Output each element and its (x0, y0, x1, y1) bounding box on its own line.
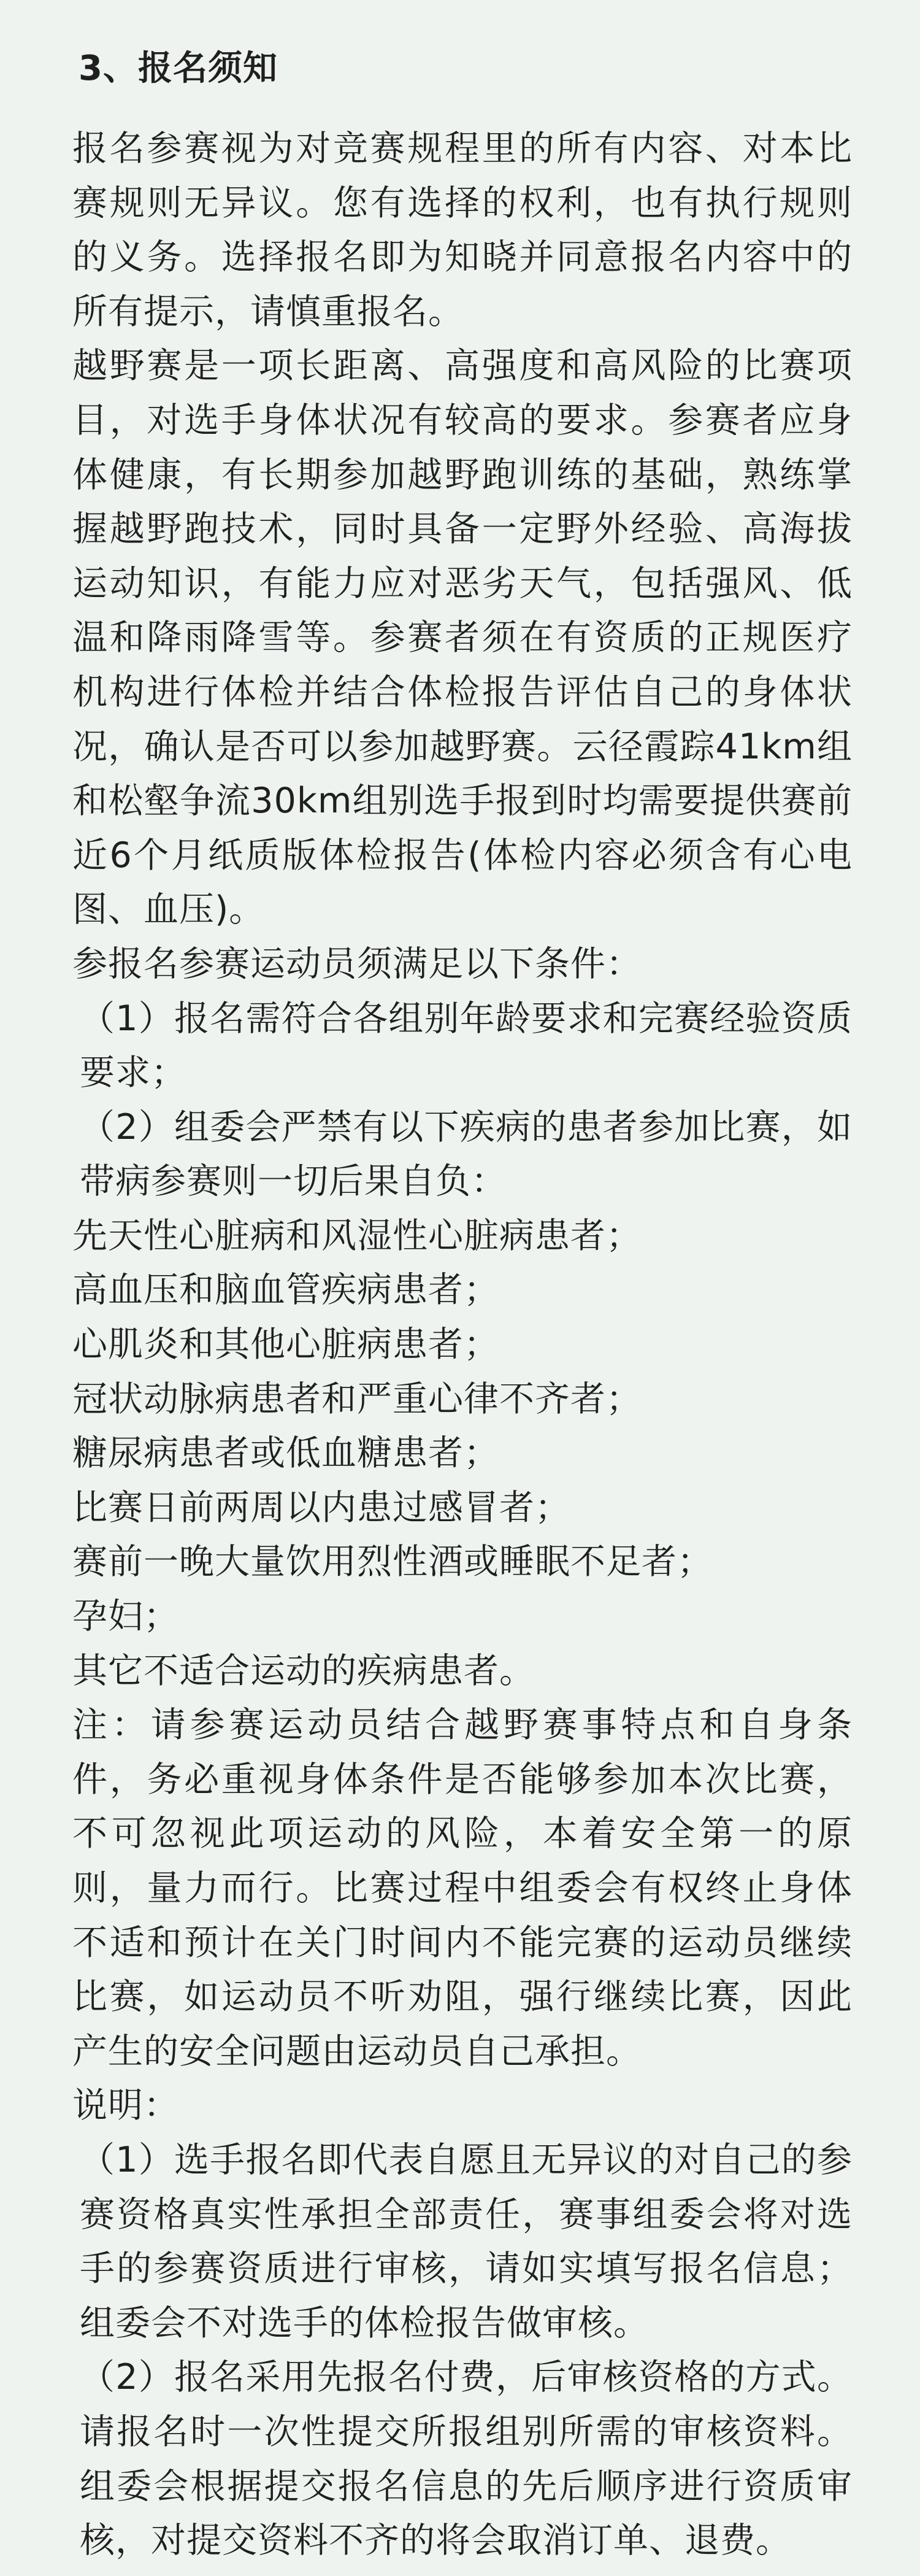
explanation-item-1: （1）选手报名即代表自愿且无异议的对自己的参赛资格真实性承担全部责任，赛事组委会将对选手的参赛资质进行审核，请如实填写报名信息；组委会不对选手的体检报告做审核。 (80, 2139, 853, 2343)
disease-item: 其它不适合运动的疾病患者。 (72, 1650, 535, 1691)
disease-item: 冠状动脉病患者和严重心律不齐者； (72, 1378, 642, 1419)
paragraph-note: 注：请参赛运动员结合越野赛事特点和自身条件，务必重视身体条件是否能够参加本次比赛，不可忽视此项运动的风险，本着安全第一的原则，量力而行。比赛过程中组委会有权终止身体不适和预计在关门时间内不能完赛的运动员继续比赛，如运动员不听劝阻，强行继续比赛，因此产生的安全问题由运动员自己承担。 (72, 1705, 853, 2072)
section-heading: 3、报名须知 (79, 48, 278, 88)
disease-item: 糖尿病患者或低血糖患者； (72, 1433, 499, 1474)
paragraph-trail-race-requirements: 越野赛是一项长距离、高强度和高风险的比赛项目，对选手身体状况有较高的要求。参赛者应身体健康，有长期参加越野跑训练的基础，熟练掌握越野跑技术，同时具备一定野外经验、高海拔运动知识，有能力应对恶劣天气，包括强风、低温和降雨降雪等。参赛者须在有资质的正规医疗机构进行体检并结合体检报告评估自己的身体状况，确认是否可以参加越野赛。云径霞踪41km组和松壑争流30km组别选手报到时均需要提供赛前近6个月纸质版体检报告(体检内容必须含有心电图、血压)。 (72, 345, 853, 930)
explanation-item-2: （2）报名采用先报名付费，后审核资格的方式。请报名时一次性提交所报组别所需的审核资料。组委会根据提交报名信息的先后顺序进行资质审核，对提交资料不齐的将会取消订单、退费。 (80, 2357, 853, 2561)
disease-item: 比赛日前两周以内患过感冒者； (72, 1487, 570, 1528)
disease-item: 心肌炎和其他心脏病患者； (72, 1324, 499, 1365)
paragraph-acceptance: 报名参赛视为对竞赛规程里的所有内容、对本比赛规则无异议。您有选择的权利，也有执行规则的义务。选择报名即为知晓并同意报名内容中的所有提示，请慎重报名。 (72, 128, 853, 332)
disease-item: 孕妇； (72, 1596, 179, 1637)
disease-item: 赛前一晚大量饮用烈性酒或睡眠不足者； (72, 1541, 713, 1583)
disease-item: 先天性心脏病和风湿性心脏病患者； (72, 1215, 642, 1256)
disease-item: 高血压和脑血管疾病患者； (72, 1270, 499, 1311)
explanation-label: 说明： (72, 2085, 179, 2126)
condition-item-1: （1）报名需符合各组别年龄要求和完赛经验资质要求； (80, 998, 853, 1093)
paragraph-conditions-intro: 参报名参赛运动员须满足以下条件： (72, 943, 642, 984)
condition-item-2: （2）组委会严禁有以下疾病的患者参加比赛，如带病参赛则一切后果自负： (80, 1106, 853, 1202)
notice-content (72, 121, 853, 2568)
